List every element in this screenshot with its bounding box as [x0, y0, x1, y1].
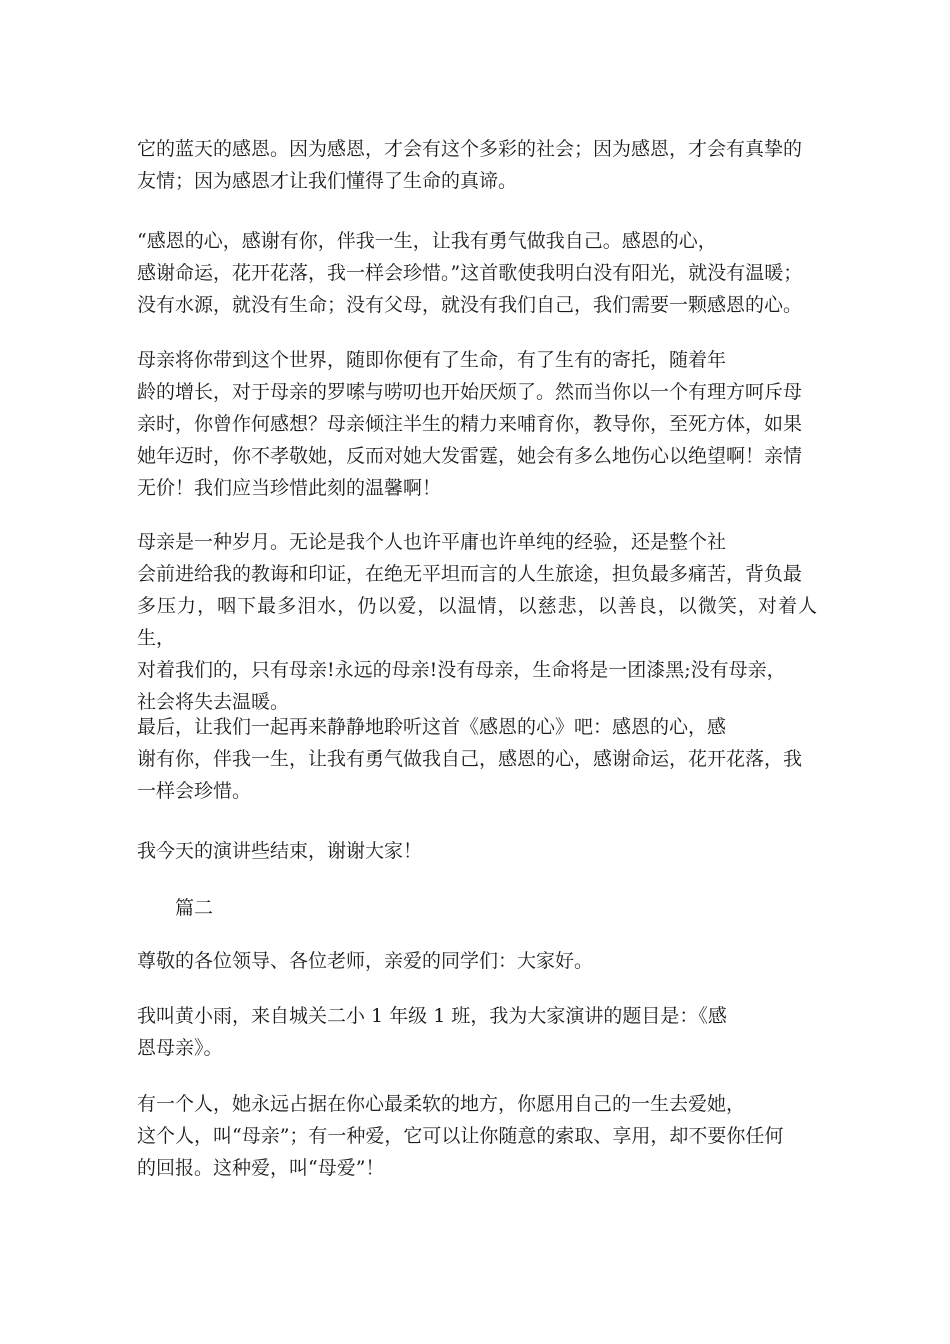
paragraph-9: 有一个人，她永远占据在你心最柔软的地方，你愿用自己的一生去爱她， 这个人，叫“母亲”；有一种爱，它可以让你随意的索取、享用，却不要你任何 的回报。这种爱，叫“母爱”！	[137, 1093, 784, 1179]
paragraph-6: 我今天的演讲些结束，谢谢大家！	[137, 840, 423, 862]
paragraph-7: 尊敬的各位领导、各位老师，亲爱的同学们：大家好。	[137, 950, 594, 972]
paragraph-3: 母亲将你带到这个世界，随即你便有了生命，有了生有的寄托，随着年 龄的增长，对于母亲的罗嗦与唠叨也开始厌烦了。然而当你以一个有理方呵斥母 亲时，你曾作何感想？母亲倾注半生的精力来哺育你，教导你，至死方体，如果 她年迈时，你不孝敬她，反而对她大发雷霆，她会有多么地伤心以绝望啊！亲情 无价！我们应当珍惜此刻的温馨啊！	[137, 349, 803, 499]
paragraph-8: 我叫黄小雨，来自城关二小 1 年级 1 班，我为大家演讲的题目是：《感 恩母亲》。	[137, 1005, 727, 1059]
paragraph-2: “感恩的心，感谢有你，伴我一生，让我有勇气做我自己。感恩的心， 感谢命运，花开花落，我一样会珍惜。”这首歌使我明白没有阳光，就没有温暖； 没有水源，就没有生命；没有父母，就没有我们自己，我们需要一颗感恩的心。	[137, 230, 803, 316]
section-heading: 篇二	[175, 897, 214, 919]
paragraph-5: 最后，让我们一起再来静静地聆听这首《感恩的心》吧：感恩的心，感 谢有你，伴我一生，让我有勇气做我自己，感恩的心，感谢命运，花开花落，我 一样会珍惜。	[137, 716, 803, 802]
paragraph-4: 母亲是一种岁月。无论是我个人也许平庸也许单纯的经验，还是整个社 会前进给我的教诲和印证，在绝无平坦而言的人生旅途，担负最多痛苦，背负最 多压力，咽下最多泪水，仍以爱，以温情，以慈悲，以善良，以微笑，对着人生， 对着我们的，只有母亲!永远的母亲!没有母亲，生命将是一团漆黑;没有母亲， 社会将失去温暖。	[137, 531, 817, 713]
paragraph-1: 它的蓝天的感恩。因为感恩，才会有这个多彩的社会；因为感恩，才会有真挚的 友情；因为感恩才让我们懂得了生命的真谛。	[137, 138, 803, 192]
